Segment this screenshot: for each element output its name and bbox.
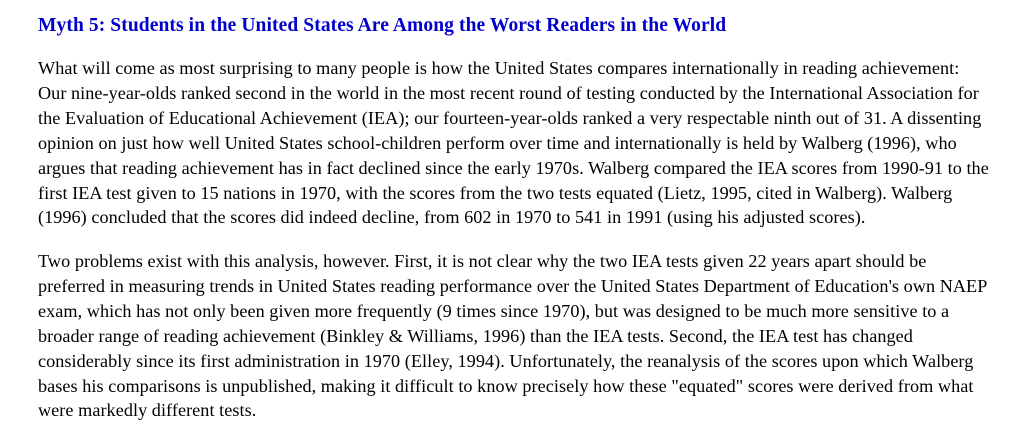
body-paragraph-2: Two problems exist with this analysis, however. First, it is not clear why the two IEA tests given 22 years apart should be preferred in measuring trends in United States reading performance over the United States Department of Education's own NAEP exam, which has not only been given more frequently (9 times since 1970), but was designed to be much more sensitive to a broader range of reading achievement (Binkley & Williams, 1996) than the IEA tests. Second, the IEA test has changed considerably since its first administration in 1970 (Elley, 1994). Unfortunately, the reanalysis of the scores upon which Walberg bases his comparisons is unpublished, making it difficult to know precisely how these "equated" scores were derived from what were markedly different tests.	[38, 251, 987, 421]
section-heading: Myth 5: Students in the United States Are Among the Worst Readers in the World	[38, 15, 727, 36]
body-paragraph-1: What will come as most surprising to many people is how the United States compares internationally in reading achievement: Our nine-year-olds ranked second in the world in the most recent round of testing conducted by the International Association for the Evaluation of Educational Achievement (IEA); our fourteen-year-olds ranked a very respectable ninth out of 31. A dissenting opinion on just how well United States school-children perform over time and internationally is held by Walberg (1996), who argues that reading achievement has in fact declined since the early 1970s. Walberg compared the IEA scores from 1990-91 to the first IEA test given to 15 nations in 1970, with the scores from the two tests equated (Lietz, 1995, cited in Walberg). Walberg (1996) concluded that the scores did indeed decline, from 602 in 1970 to 541 in 1991 (using his adjusted scores).	[38, 58, 989, 228]
